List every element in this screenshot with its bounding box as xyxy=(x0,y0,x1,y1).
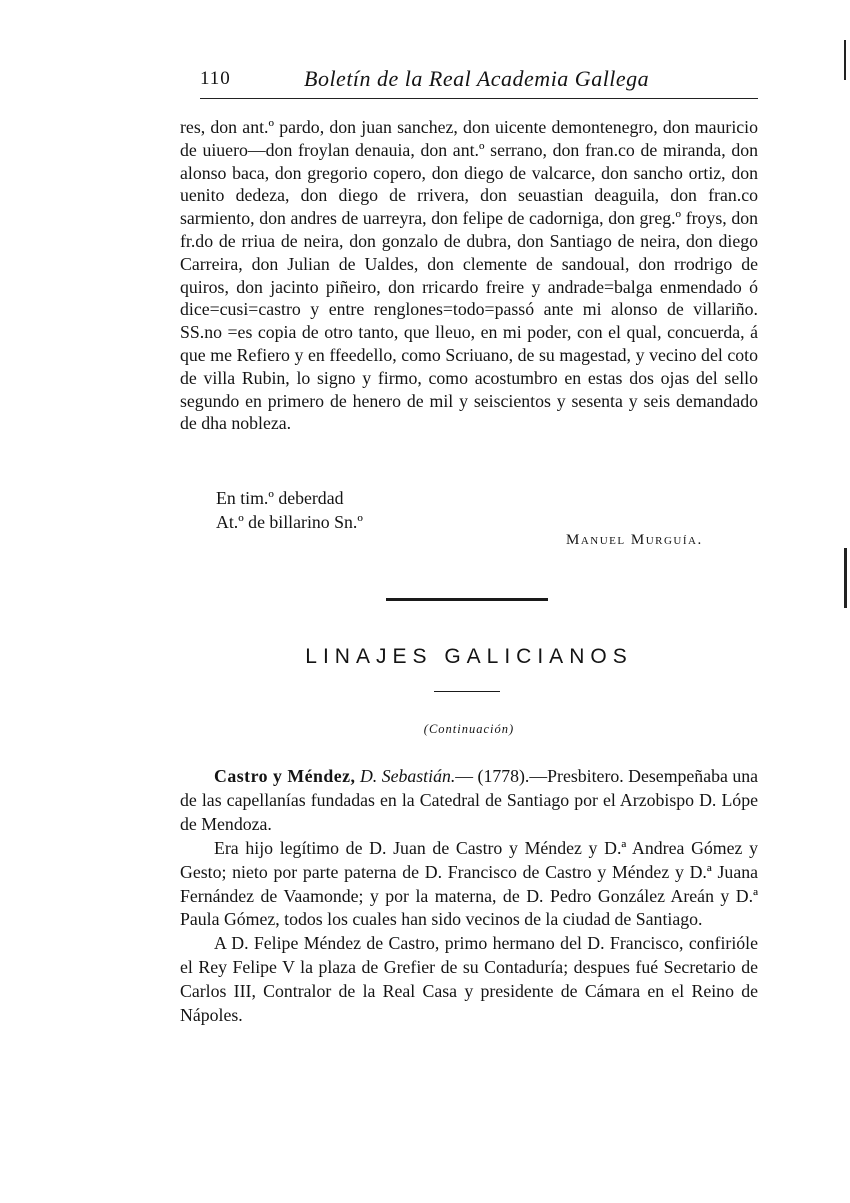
section-title: LINAJES GALICIANOS xyxy=(305,645,633,668)
page-number: 110 xyxy=(200,68,231,89)
entry-paragraph-1 xyxy=(180,765,758,837)
scan-margin-mark xyxy=(844,40,846,80)
document-paragraph: res, don ant.º pardo, don juan sanchez, don uicente demontenegro, don mauricio de uiuero—don froylan denauia, don ant.º serrano, don fran.co de miranda, don alonso baca, don gregorio copero, don diego de valcarce, don sancho ortiz, don uenito dedeza, don diego de rrivera, don seuastian deaguila, don fran.co sarmiento, don andres de uarreyra, don felipe de cadorniga, don greg.º froys, don fr.do de rriua de neira, don gonzalo de dubra, don Santiago de neira, don diego Carreira, don Julian de Ualdes, don clemente de sandoual, don rrodrigo de quiros, don jacinto piñeiro, don rricardo freire y andrade=balga enmendado ó dice=cusi=castro y entre renglones=todo=passó ante mi alonso de villariño. SS.no =es copia de otro tanto, que lleuo, en mi poder, con el qual, concuerda, á que me Refiero y en ffeedello, como Scriuano, de su magestad, y vecino del coto de villa Rubin, lo signo y firmo, como acostumbro en estas dos ojas del sello segundo en primero de henero de mil y seiscientos y sesenta y seis demandado de dha nobleza. xyxy=(180,117,758,434)
entry-paragraph-3: A D. Felipe Méndez de Castro, primo hermano del D. Francisco, confirióle el Rey Felipe V la plaza de Grefier de su Contaduría; despues fué Secretario de Carlos III, Contralor de la Real Casa y presidente de Cámara en el Reino de Nápoles. xyxy=(180,933,758,1026)
scan-margin-mark xyxy=(844,548,847,608)
closing-line-1: En tim.º deberdad xyxy=(216,488,344,508)
section-divider xyxy=(386,598,548,601)
closing-lines xyxy=(216,486,363,534)
title-underline xyxy=(434,691,500,692)
entry-description: — (1778).—Presbitero. Desempeñaba una de las capellanías fundadas en la Catedral de Santiago por el Arzobispo D. Lópe de Mendoza. xyxy=(180,766,758,834)
journal-title: Boletín de la Real Academia Gallega xyxy=(304,66,650,91)
entry-person: D. Sebastián. xyxy=(359,766,456,786)
running-header xyxy=(200,64,758,99)
entry-name: Castro y Méndez, xyxy=(214,766,356,786)
entry-paragraph-2: Era hijo legítimo de D. Juan de Castro y Méndez y D.ª Andrea Gómez y Gesto; nieto por parte paterna de D. Francisco de Castro y Méndez y D.ª Juana Fernández de Vaamonde; y por la materna, de D. Pedro González Areán y D.ª Paula Gómez, todos los cuales han sido vecinos de la ciudad de Santiago. xyxy=(180,837,758,930)
closing-line-2: At.º de billarino Sn.º xyxy=(216,512,363,532)
author-signature: Manuel Murguía. xyxy=(566,532,703,548)
section-subtitle: (Continuación) xyxy=(423,722,515,736)
genealogy-entry xyxy=(180,765,758,1028)
transcribed-document-text xyxy=(180,116,758,435)
